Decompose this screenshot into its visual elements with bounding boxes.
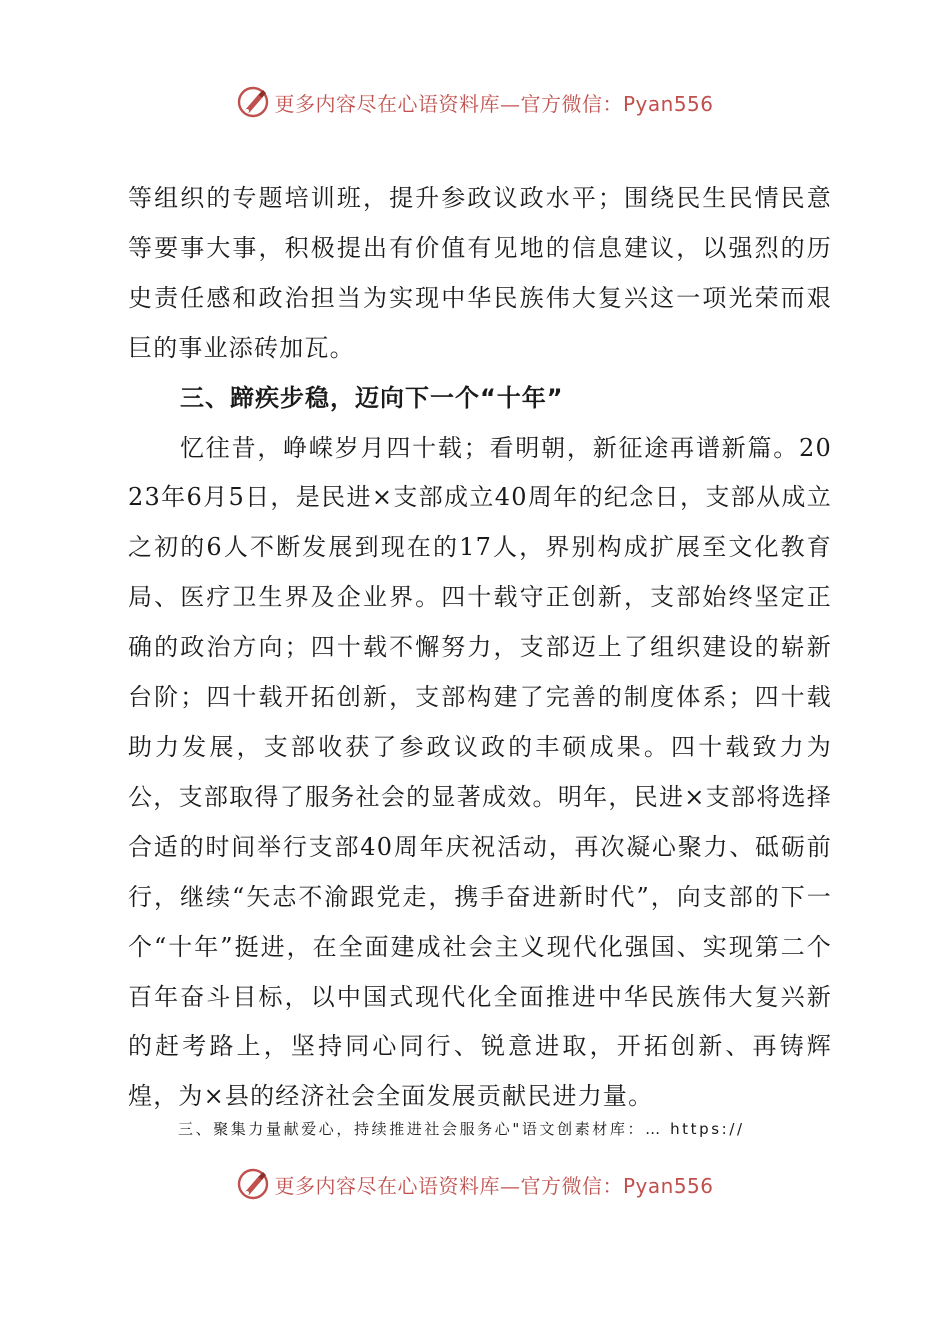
fountain-pen-seal-icon: [236, 85, 270, 119]
fountain-pen-seal-icon: [236, 1167, 270, 1201]
watermark-wechat-id: Pyan556: [622, 91, 714, 116]
body-paragraph-1: 等组织的专题培训班，提升参政议政水平；围绕民生民情民意等要事大事，积极提出有价值有见地的信息建议，以强烈的历史责任感和政治担当为实现中华民族伟大复兴这一项光荣而艰巨的事业添砖加瓦。: [128, 184, 832, 362]
watermark-text: [274, 88, 713, 117]
document-body: [128, 174, 832, 1122]
watermark-wechat-id: Pyan556: [622, 1173, 714, 1198]
watermark-text: [274, 1170, 713, 1199]
body-paragraph-2: 忆往昔，峥嵘岁月四十载；看明朝，新征途再谱新篇。2023年6月5日，是民进×支部成立40周年的纪念日，支部从成立之初的6人不断发展到现在的17人，界别构成扩展至文化教育局、医疗卫生界及企业界。四十载守正创新，支部始终坚定正确的政治方向；四十载不懈努力，支部迈上了组织建设的崭新台阶；四十载开拓创新，支部构建了完善的制度体系；四十载助力发展，支部收获了参政议政的丰硕成果。四十载致力为公，支部取得了服务社会的显著成效。明年，民进×支部将选择合适的时间举行支部40周年庆祝活动，再次凝心聚力、砥砺前行，继续“矢志不渝跟党走，携手奋进新时代”，向支部的下一个“十年”挺进，在全面建成社会主义现代化强国、实现第二个百年奋斗目标，以中国式现代化全面推进中华民族伟大复兴新的赶考路上，坚持同心同行、锐意进取，开拓创新、再铸辉煌，为×县的经济社会全面发展贡献民进力量。: [128, 433, 832, 1111]
reference-link-line[interactable]: 三、聚集力量献爱心，持续推进社会服务心"语文创素材库：… https://: [178, 1120, 745, 1138]
watermark-header: [0, 80, 950, 124]
watermark-brand: 更多内容尽在心语资料库—官方微信：: [274, 1173, 623, 1198]
section-heading-3: 三、蹄疾步稳，迈向下一个“十年”: [180, 383, 564, 412]
watermark-brand: 更多内容尽在心语资料库—官方微信：: [274, 91, 623, 116]
watermark-footer: [0, 1162, 950, 1206]
